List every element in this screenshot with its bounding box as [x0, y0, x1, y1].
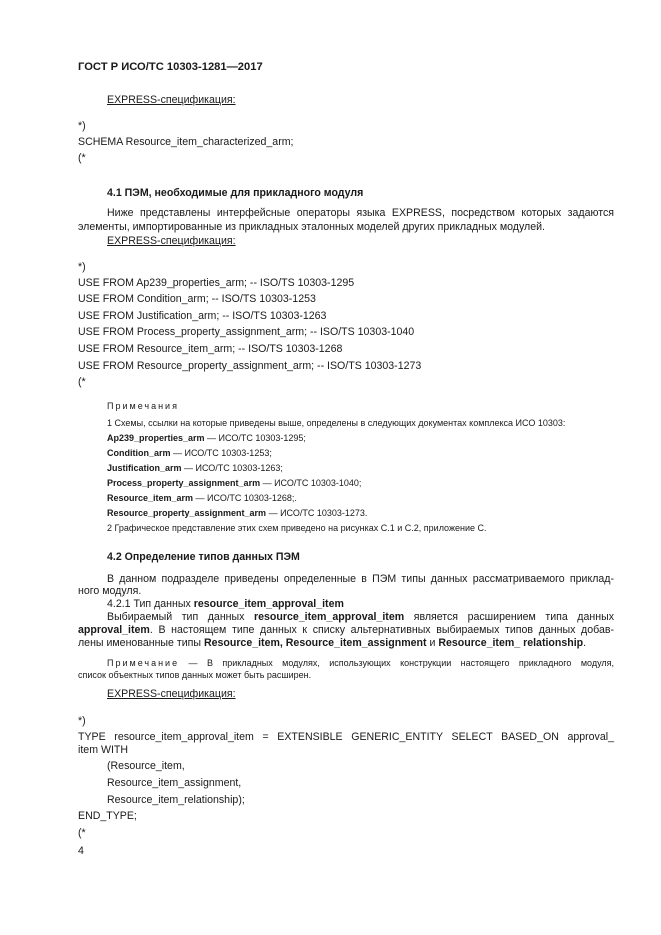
schema-reference — [107, 507, 367, 519]
schema-reference — [107, 432, 306, 444]
page-header: ГОСТ Р ИСО/ТС 10303-1281—2017 — [78, 61, 263, 73]
type-description-line2 — [78, 624, 614, 637]
section-4-2-text-line1: В данном подразделе приведены определенные в ПЭМ типы данных рассматриваемого приклад- — [107, 573, 614, 585]
page-number: 4 — [78, 845, 84, 857]
subsection-title-4-2-1 — [107, 598, 344, 611]
use-from-line: USE FROM Justification_arm; -- ISO/TS 10303-1263 — [78, 310, 327, 322]
type-name: Resource_item_ relationship — [438, 637, 584, 649]
type-name: approval_item — [78, 624, 150, 636]
note-2: 2 Графическое представление этих схем приведено на рисунках С.1 и С.2, приложение С. — [107, 523, 487, 533]
select-item: Resource_item_assignment, — [107, 777, 242, 789]
schema-reference — [107, 447, 272, 459]
section-4-1-text-line2: элементы, импортированные из прикладных эталонных моделей других прикладных модулей. — [78, 221, 545, 233]
text-fragment: является расширением типа данных — [404, 611, 614, 623]
schema-reference-doc: — ИСО/ТС 10303-1295; — [204, 433, 306, 443]
code-comment-open: (* — [78, 152, 86, 164]
express-spec-label: EXPRESS-спецификация: — [107, 688, 236, 700]
note-text: — В прикладных модулях, использующих конструкции настоящего прикладного модуля, — [179, 658, 614, 668]
section-title-4-1: 4.1 ПЭМ, необходимые для прикладного модуля — [107, 187, 364, 199]
text-fragment: . — [583, 637, 587, 649]
notes-title: Примечания — [107, 401, 179, 411]
type-description-line3 — [78, 637, 586, 650]
section-title-4-2: 4.2 Определение типов данных ПЭМ — [107, 551, 300, 563]
note-line2: список объектных типов данных может быть расширен. — [78, 670, 312, 680]
select-item: (Resource_item, — [107, 760, 185, 772]
use-from-line: USE FROM Condition_arm; -- ISO/TS 10303-1253 — [78, 293, 316, 305]
schema-reference-doc: — ИСО/ТС 10303-1040; — [260, 478, 362, 488]
code-comment-close: *) — [78, 715, 86, 727]
express-spec-label: EXPRESS-спецификация: — [107, 94, 236, 106]
text-fragment: лены именованные типы — [78, 637, 204, 649]
code-comment-close: *) — [78, 120, 86, 132]
code-comment-close: *) — [78, 261, 86, 273]
use-from-line: USE FROM Ap239_properties_arm; -- ISO/TS 10303-1295 — [78, 277, 355, 289]
code-comment-open: (* — [78, 827, 86, 839]
use-from-line: USE FROM Resource_property_assignment_arm; -- ISO/TS 10303-1273 — [78, 360, 422, 372]
subsection-prefix: 4.2.1 Тип данных — [107, 598, 194, 610]
type-name: Resource_item, Resource_item_assignment — [203, 637, 427, 649]
schema-reference-doc: — ИСО/ТС 10303-1268;. — [193, 493, 297, 503]
note-1: 1 Схемы, ссылки на которые приведены выше, определены в следующих документах комплекса ИСО 10303: — [107, 418, 566, 428]
type-name: resource_item_approval_item — [254, 611, 405, 623]
use-from-line: USE FROM Resource_item_arm; -- ISO/TS 10303-1268 — [78, 343, 343, 355]
schema-reference-name: Process_property_assignment_arm — [107, 478, 261, 488]
section-4-1-text-line1: Ниже представлены интерфейсные операторы языка EXPRESS, посредством которых задаются — [107, 207, 614, 219]
use-from-line: USE FROM Process_property_assignment_arm; -- ISO/TS 10303-1040 — [78, 326, 415, 338]
section-4-2-text-line2: ного модуля. — [78, 585, 142, 597]
text-fragment: и — [426, 637, 439, 649]
code-comment-open: (* — [78, 376, 86, 388]
schema-reference — [107, 477, 361, 489]
schema-reference-name: Resource_property_assignment_arm — [107, 508, 267, 518]
express-spec-label: EXPRESS-спецификация: — [107, 235, 236, 247]
note-label: Примечание — [107, 658, 180, 668]
schema-reference-doc: — ИСО/ТС 10303-1273. — [266, 508, 368, 518]
type-declaration-line1: TYPE resource_item_approval_item = EXTENSIBLE GENERIC_ENTITY SELECT BASED_ON approval_ — [78, 731, 614, 743]
schema-reference-doc: — ИСО/ТС 10303-1253; — [170, 448, 272, 458]
schema-reference-name: Resource_item_arm — [107, 493, 194, 503]
text-fragment: Выбираемый тип данных — [107, 611, 254, 623]
subsection-type-name: resource_item_approval_item — [193, 598, 344, 610]
select-item: Resource_item_relationship); — [107, 794, 245, 806]
note-line1 — [107, 657, 614, 669]
schema-reference-doc: — ИСО/ТС 10303-1263; — [181, 463, 283, 473]
schema-reference-name: Condition_arm — [107, 448, 171, 458]
text-fragment: . В настоящем типе данных к списку альтернативных выбираемых типов данных добав- — [149, 624, 614, 636]
end-type: END_TYPE; — [78, 810, 137, 822]
schema-reference-name: Ap239_properties_arm — [107, 433, 205, 443]
type-description-line1 — [107, 611, 614, 624]
type-declaration-line2: item WITH — [78, 744, 129, 756]
schema-declaration: SCHEMA Resource_item_characterized_arm; — [78, 136, 294, 148]
schema-reference — [107, 492, 297, 504]
schema-reference-name: Justification_arm — [107, 463, 182, 473]
schema-reference — [107, 462, 283, 474]
